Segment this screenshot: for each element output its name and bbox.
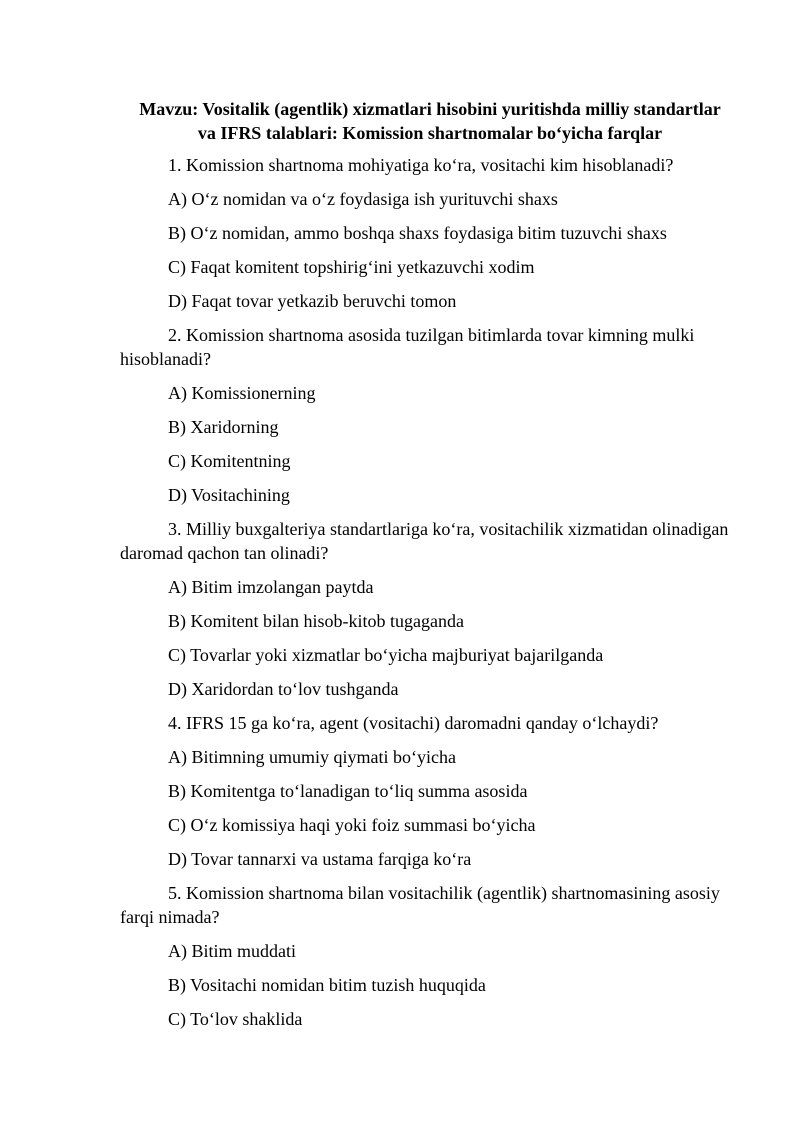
answer-option-d: D) Faqat tovar yetkazib beruvchi tomon bbox=[168, 291, 457, 311]
document-page bbox=[120, 97, 740, 1041]
answer-option-c: C) Komitentning bbox=[168, 451, 291, 471]
question-text: 3. Milliy buxgalteriya standartlariga ko‘ra, vositachilik xizmatidan olinadigan daromad qachon tan olinadi? bbox=[120, 519, 729, 563]
answer-option-d: D) Tovar tannarxi va ustama farqiga ko‘ra bbox=[168, 849, 472, 869]
answer-option-b: B) Xaridorning bbox=[168, 417, 279, 437]
answer-option-c: C) To‘lov shaklida bbox=[168, 1009, 303, 1029]
question-text: 5. Komission shartnoma bilan vositachilik (agentlik) shartnomasining asosiy farqi nimada? bbox=[120, 883, 720, 927]
answer-option-b: B) Vositachi nomidan bitim tuzish huquqida bbox=[168, 975, 486, 995]
title-line-2: va IFRS talablari: Komission shartnomalar bo‘yicha farqlar bbox=[197, 123, 663, 143]
answer-option-a: A) Komissionerning bbox=[168, 383, 316, 403]
question-4 bbox=[120, 711, 740, 871]
question-2 bbox=[120, 323, 740, 507]
question-5 bbox=[120, 881, 740, 1031]
question-text: 4. IFRS 15 ga ko‘ra, agent (vositachi) daromadni qanday o‘lchaydi? bbox=[168, 713, 659, 733]
answer-option-b: B) O‘z nomidan, ammo boshqa shaxs foydasiga bitim tuzuvchi shaxs bbox=[168, 223, 667, 243]
question-text: 1. Komission shartnoma mohiyatiga ko‘ra, vositachi kim hisoblanadi? bbox=[168, 155, 674, 175]
question-text: 2. Komission shartnoma asosida tuzilgan bitimlarda tovar kimning mulki hisoblanadi? bbox=[120, 325, 695, 369]
document-title bbox=[120, 97, 740, 145]
answer-option-c: C) O‘z komissiya haqi yoki foiz summasi bo‘yicha bbox=[168, 815, 536, 835]
answer-option-c: C) Tovarlar yoki xizmatlar bo‘yicha majburiyat bajarilganda bbox=[168, 645, 604, 665]
answer-option-a: A) O‘z nomidan va o‘z foydasiga ish yurituvchi shaxs bbox=[168, 189, 558, 209]
answer-option-b: B) Komitentga to‘lanadigan to‘liq summa asosida bbox=[168, 781, 528, 801]
answer-option-b: B) Komitent bilan hisob-kitob tugaganda bbox=[168, 611, 464, 631]
question-3 bbox=[120, 517, 740, 701]
answer-option-c: C) Faqat komitent topshirig‘ini yetkazuvchi xodim bbox=[168, 257, 535, 277]
answer-option-a: A) Bitimning umumiy qiymati bo‘yicha bbox=[168, 747, 456, 767]
answer-option-d: D) Vositachining bbox=[168, 485, 290, 505]
answer-option-a: A) Bitim muddati bbox=[168, 941, 296, 961]
question-1 bbox=[120, 153, 740, 313]
title-line-1: Mavzu: Vositalik (agentlik) xizmatlari hisobini yuritishda milliy standartlar bbox=[139, 99, 721, 119]
answer-option-a: A) Bitim imzolangan paytda bbox=[168, 577, 374, 597]
answer-option-d: D) Xaridordan to‘lov tushganda bbox=[168, 679, 399, 699]
